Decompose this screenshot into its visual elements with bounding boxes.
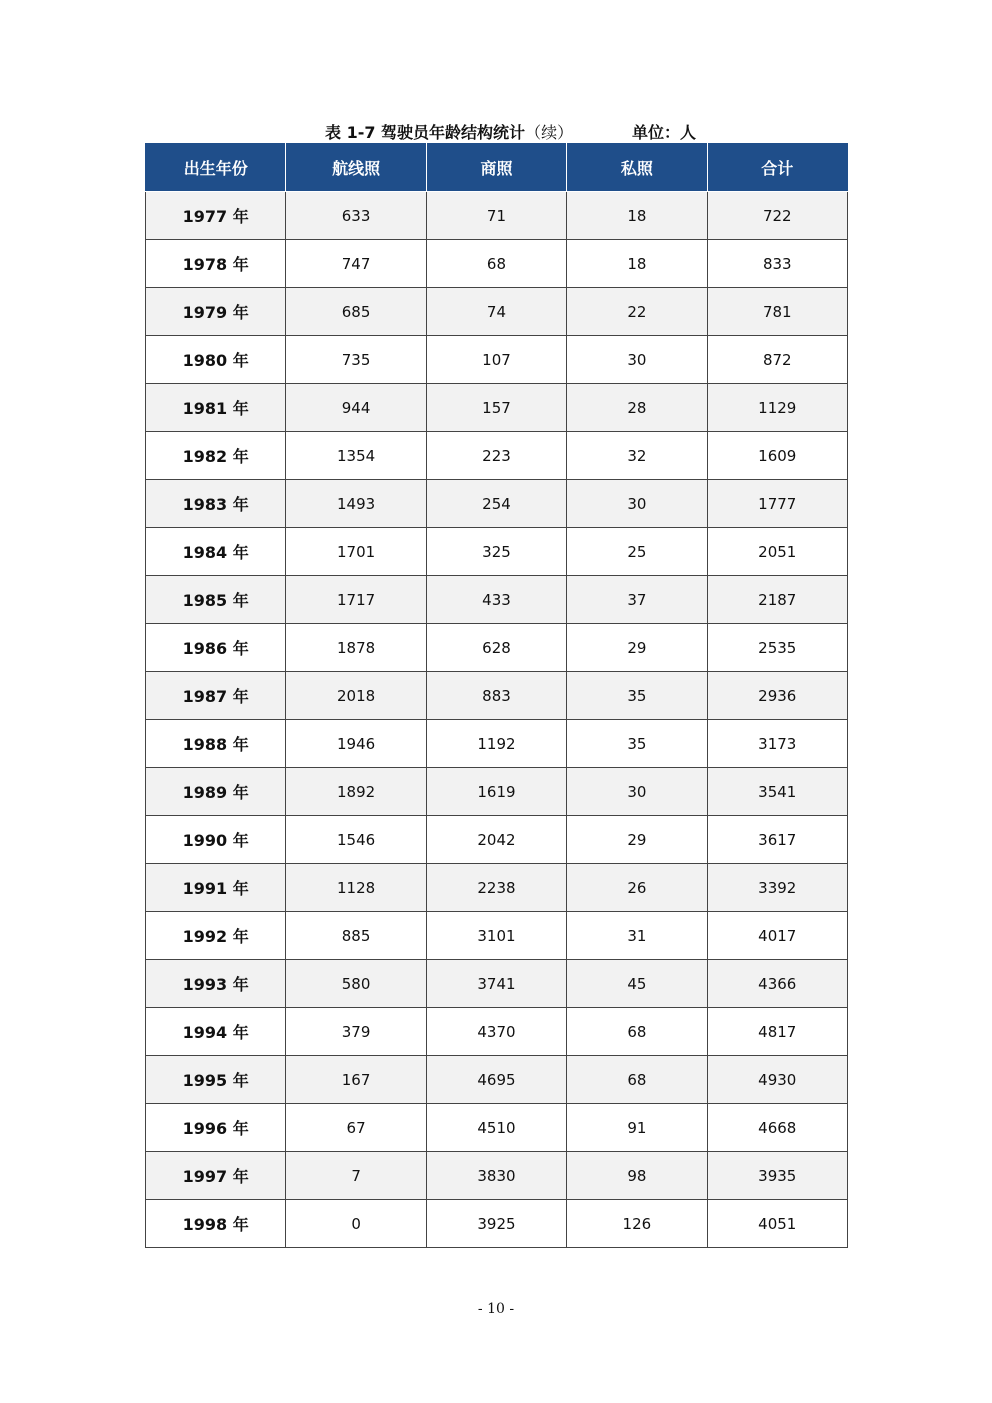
cell-commercial-license: 71 xyxy=(426,192,566,240)
cell-private-license: 68 xyxy=(567,1056,707,1104)
cell-birth-year: 1984 年 xyxy=(146,528,286,576)
cell-private-license: 91 xyxy=(567,1104,707,1152)
cell-total: 833 xyxy=(707,240,847,288)
cell-private-license: 28 xyxy=(567,384,707,432)
cell-birth-year: 1981 年 xyxy=(146,384,286,432)
cell-airline-license: 580 xyxy=(286,960,426,1008)
table-unit: 单位：人 xyxy=(632,123,697,142)
cell-airline-license: 2018 xyxy=(286,672,426,720)
cell-total: 1777 xyxy=(707,480,847,528)
cell-commercial-license: 883 xyxy=(426,672,566,720)
header-private-license: 私照 xyxy=(567,144,707,192)
cell-commercial-license: 223 xyxy=(426,432,566,480)
cell-private-license: 37 xyxy=(567,576,707,624)
cell-private-license: 68 xyxy=(567,1008,707,1056)
cell-airline-license: 735 xyxy=(286,336,426,384)
cell-airline-license: 0 xyxy=(286,1200,426,1248)
cell-birth-year: 1991 年 xyxy=(146,864,286,912)
cell-private-license: 22 xyxy=(567,288,707,336)
cell-total: 4051 xyxy=(707,1200,847,1248)
cell-private-license: 32 xyxy=(567,432,707,480)
cell-private-license: 25 xyxy=(567,528,707,576)
table-row xyxy=(146,1104,848,1152)
cell-total: 2187 xyxy=(707,576,847,624)
cell-private-license: 18 xyxy=(567,240,707,288)
cell-commercial-license: 157 xyxy=(426,384,566,432)
page-number: - 10 - xyxy=(477,1301,515,1317)
cell-commercial-license: 2238 xyxy=(426,864,566,912)
cell-birth-year: 1982 年 xyxy=(146,432,286,480)
cell-total: 3173 xyxy=(707,720,847,768)
table-body xyxy=(146,192,848,1248)
table-row xyxy=(146,672,848,720)
cell-birth-year: 1992 年 xyxy=(146,912,286,960)
cell-total: 4930 xyxy=(707,1056,847,1104)
cell-total: 1609 xyxy=(707,432,847,480)
cell-birth-year: 1978 年 xyxy=(146,240,286,288)
cell-private-license: 30 xyxy=(567,480,707,528)
table-header-row xyxy=(146,144,848,192)
cell-private-license: 35 xyxy=(567,672,707,720)
table-row xyxy=(146,432,848,480)
table-title-suffix: （续） xyxy=(525,123,574,142)
table-title-text: 表 1-7 驾驶员年龄结构统计 xyxy=(325,123,526,142)
cell-total: 1129 xyxy=(707,384,847,432)
cell-commercial-license: 74 xyxy=(426,288,566,336)
cell-birth-year: 1997 年 xyxy=(146,1152,286,1200)
table-row xyxy=(146,816,848,864)
table-row xyxy=(146,1152,848,1200)
cell-commercial-license: 3830 xyxy=(426,1152,566,1200)
cell-birth-year: 1994 年 xyxy=(146,1008,286,1056)
cell-airline-license: 685 xyxy=(286,288,426,336)
table-row xyxy=(146,1008,848,1056)
cell-airline-license: 1717 xyxy=(286,576,426,624)
cell-commercial-license: 68 xyxy=(426,240,566,288)
cell-total: 781 xyxy=(707,288,847,336)
cell-commercial-license: 3741 xyxy=(426,960,566,1008)
cell-birth-year: 1977 年 xyxy=(146,192,286,240)
cell-commercial-license: 4370 xyxy=(426,1008,566,1056)
cell-total: 4668 xyxy=(707,1104,847,1152)
table-row xyxy=(146,1056,848,1104)
header-commercial-license: 商照 xyxy=(426,144,566,192)
table-row xyxy=(146,384,848,432)
table-title xyxy=(325,120,573,143)
cell-birth-year: 1986 年 xyxy=(146,624,286,672)
cell-airline-license: 167 xyxy=(286,1056,426,1104)
table-row xyxy=(146,576,848,624)
table-row xyxy=(146,240,848,288)
cell-airline-license: 885 xyxy=(286,912,426,960)
cell-airline-license: 1493 xyxy=(286,480,426,528)
pilot-age-table xyxy=(145,143,848,1248)
cell-total: 4017 xyxy=(707,912,847,960)
cell-birth-year: 1985 年 xyxy=(146,576,286,624)
table-row xyxy=(146,960,848,1008)
cell-airline-license: 1946 xyxy=(286,720,426,768)
cell-birth-year: 1980 年 xyxy=(146,336,286,384)
cell-birth-year: 1988 年 xyxy=(146,720,286,768)
cell-commercial-license: 3101 xyxy=(426,912,566,960)
cell-commercial-license: 628 xyxy=(426,624,566,672)
cell-airline-license: 944 xyxy=(286,384,426,432)
cell-total: 3392 xyxy=(707,864,847,912)
cell-airline-license: 747 xyxy=(286,240,426,288)
cell-private-license: 45 xyxy=(567,960,707,1008)
cell-airline-license: 1354 xyxy=(286,432,426,480)
cell-airline-license: 7 xyxy=(286,1152,426,1200)
cell-commercial-license: 3925 xyxy=(426,1200,566,1248)
cell-private-license: 18 xyxy=(567,192,707,240)
cell-total: 872 xyxy=(707,336,847,384)
table-row xyxy=(146,288,848,336)
cell-commercial-license: 2042 xyxy=(426,816,566,864)
cell-birth-year: 1996 年 xyxy=(146,1104,286,1152)
cell-birth-year: 1979 年 xyxy=(146,288,286,336)
table-caption xyxy=(145,118,847,144)
cell-total: 2535 xyxy=(707,624,847,672)
cell-commercial-license: 1619 xyxy=(426,768,566,816)
header-airline-license: 航线照 xyxy=(286,144,426,192)
cell-commercial-license: 107 xyxy=(426,336,566,384)
cell-commercial-license: 433 xyxy=(426,576,566,624)
cell-airline-license: 1878 xyxy=(286,624,426,672)
cell-birth-year: 1990 年 xyxy=(146,816,286,864)
table-row xyxy=(146,528,848,576)
cell-private-license: 98 xyxy=(567,1152,707,1200)
cell-private-license: 29 xyxy=(567,816,707,864)
cell-birth-year: 1998 年 xyxy=(146,1200,286,1248)
table-row xyxy=(146,624,848,672)
table-row xyxy=(146,912,848,960)
cell-birth-year: 1993 年 xyxy=(146,960,286,1008)
cell-birth-year: 1995 年 xyxy=(146,1056,286,1104)
cell-airline-license: 67 xyxy=(286,1104,426,1152)
cell-airline-license: 633 xyxy=(286,192,426,240)
table-row xyxy=(146,864,848,912)
cell-total: 4366 xyxy=(707,960,847,1008)
cell-birth-year: 1989 年 xyxy=(146,768,286,816)
cell-total: 722 xyxy=(707,192,847,240)
table-row xyxy=(146,768,848,816)
cell-commercial-license: 4510 xyxy=(426,1104,566,1152)
cell-total: 2051 xyxy=(707,528,847,576)
cell-total: 2936 xyxy=(707,672,847,720)
header-total: 合计 xyxy=(707,144,847,192)
table-row xyxy=(146,480,848,528)
cell-private-license: 30 xyxy=(567,336,707,384)
cell-airline-license: 1892 xyxy=(286,768,426,816)
cell-total: 3541 xyxy=(707,768,847,816)
table-row xyxy=(146,192,848,240)
cell-commercial-license: 254 xyxy=(426,480,566,528)
cell-airline-license: 1128 xyxy=(286,864,426,912)
cell-airline-license: 1546 xyxy=(286,816,426,864)
cell-total: 4817 xyxy=(707,1008,847,1056)
table-row xyxy=(146,336,848,384)
cell-airline-license: 379 xyxy=(286,1008,426,1056)
cell-commercial-license: 325 xyxy=(426,528,566,576)
cell-private-license: 31 xyxy=(567,912,707,960)
cell-commercial-license: 1192 xyxy=(426,720,566,768)
cell-total: 3935 xyxy=(707,1152,847,1200)
cell-private-license: 35 xyxy=(567,720,707,768)
table-row xyxy=(146,720,848,768)
cell-private-license: 29 xyxy=(567,624,707,672)
header-birth-year: 出生年份 xyxy=(146,144,286,192)
cell-private-license: 126 xyxy=(567,1200,707,1248)
cell-commercial-license: 4695 xyxy=(426,1056,566,1104)
table-row xyxy=(146,1200,848,1248)
cell-birth-year: 1987 年 xyxy=(146,672,286,720)
cell-private-license: 26 xyxy=(567,864,707,912)
cell-total: 3617 xyxy=(707,816,847,864)
cell-birth-year: 1983 年 xyxy=(146,480,286,528)
cell-airline-license: 1701 xyxy=(286,528,426,576)
cell-private-license: 30 xyxy=(567,768,707,816)
